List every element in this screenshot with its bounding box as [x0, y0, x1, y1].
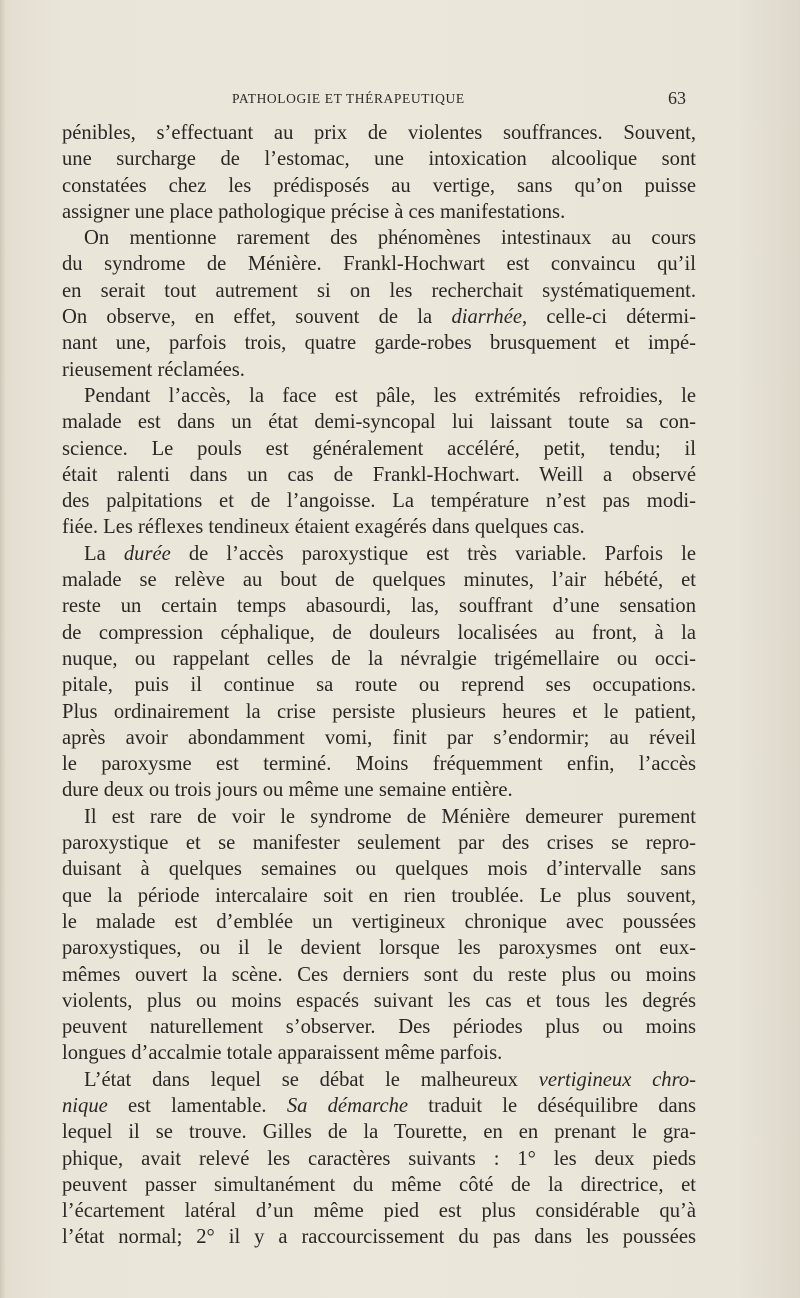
italic-text: nique: [62, 1094, 108, 1117]
text-line: [62, 436, 696, 462]
text-segment: mêmes ouvert la scène. Ces derniers sont du reste plus ou moins: [62, 963, 696, 986]
text-segment: que la période intercalaire soit en rien troublée. Le plus souvent,: [62, 884, 696, 907]
text-segment: en serait tout autrement si on les recherchait systématiquement.: [62, 279, 696, 302]
text-segment: peuvent naturellement s’observer. Des périodes plus ou moins: [62, 1016, 696, 1039]
text-line: [62, 962, 696, 988]
text-segment: assigner une place pathologique précise à ces manifestations.: [62, 200, 566, 223]
text-segment: peuvent passer simultanément du même côté de la directrice, et: [62, 1173, 696, 1196]
text-line: [62, 278, 696, 304]
text-line: [62, 304, 696, 330]
text-line: [62, 330, 696, 356]
text-line: [62, 593, 696, 619]
text-segment: une surcharge de l’estomac, une intoxication alcoolique sont: [62, 148, 696, 171]
text-line: [62, 409, 696, 435]
italic-text: vertigineux chro-: [538, 1068, 697, 1091]
text-segment: est lamentable.: [107, 1094, 287, 1117]
text-line: [62, 383, 696, 409]
text-segment: malade est dans un état demi-syncopal lui laissant toute sa con-: [62, 411, 696, 434]
text-line: [62, 462, 696, 488]
text-segment: Il est rare de voir le syndrome de Ménière demeurer purement: [84, 805, 696, 828]
text-line: [62, 199, 696, 225]
text-segment: l’écartement latéral d’un même pied est plus considérable qu’à: [62, 1200, 696, 1223]
text-line: [62, 988, 696, 1014]
page-header: [0, 88, 800, 112]
text-segment: paroxystique et se manifester seulement par des crises se repro-: [62, 832, 696, 855]
text-line: [62, 251, 696, 277]
text-segment: de compression céphalique, de douleurs localisées au front, à la: [62, 621, 696, 644]
text-segment: le malade est d’emblée un vertigineux chronique avec poussées: [62, 910, 696, 933]
italic-text: diarrhée: [451, 306, 522, 329]
text-segment: le paroxysme est terminé. Moins fréquemment enfin, l’accès: [62, 753, 696, 776]
text-segment: de l’accès paroxystique est très variable. Parfois le: [170, 542, 696, 565]
text-line: [62, 620, 696, 646]
text-line: [62, 225, 696, 251]
text-segment: Pendant l’accès, la face est pâle, les extrémités refroidies, le: [84, 384, 696, 407]
text-segment: après avoir abondamment vomi, finit par s’endormir; au réveil: [62, 726, 696, 749]
text-segment: La: [84, 542, 124, 565]
text-segment: longues d’accalmie totale apparaissent même parfois.: [62, 1042, 503, 1065]
text-segment: l’état normal; 2° il y a raccourcissement du pas dans les poussées: [62, 1226, 696, 1249]
text-segment: reste un certain temps abasourdi, las, souffrant d’une sensation: [62, 595, 696, 618]
text-segment: lequel il se trouve. Gilles de la Tourette, en en prenant le gra-: [62, 1121, 696, 1144]
text-segment: malade se relève au bout de quelques minutes, l’air hébété, et: [62, 569, 696, 592]
text-segment: rieusement réclamées.: [62, 358, 245, 381]
text-segment: On mentionne rarement des phénomènes intestinaux au cours: [84, 227, 696, 250]
text-line: [62, 883, 696, 909]
text-segment: nuque, ou rappelant celles de la névralgie trigémellaire ou occi-: [62, 647, 696, 670]
text-segment: nant une, parfois trois, quatre garde-robes brusquement et impé-: [62, 332, 696, 355]
text-line: [62, 1093, 696, 1119]
italic-text: Sa démarche: [286, 1094, 409, 1117]
text-segment: phique, avait relevé les caractères suivants : 1° les deux pieds: [62, 1147, 696, 1170]
text-segment: violents, plus ou moins espacés suivant les cas et tous les degrés: [62, 989, 696, 1012]
body-text: [62, 120, 696, 1251]
text-line: [62, 173, 696, 199]
text-line: [62, 1198, 696, 1224]
text-line: [62, 699, 696, 725]
text-line: [62, 120, 696, 146]
running-title: PATHOLOGIE ET THÉRAPEUTIQUE: [232, 91, 465, 106]
text-line: [62, 514, 696, 540]
text-segment: fiée. Les réflexes tendineux étaient exagérés dans quelques cas.: [62, 516, 585, 539]
text-line: [62, 1146, 696, 1172]
text-line: [62, 1119, 696, 1145]
text-line: [62, 856, 696, 882]
page-number: 63: [668, 88, 686, 108]
text-line: [62, 751, 696, 777]
text-line: [62, 804, 696, 830]
text-line: [62, 541, 696, 567]
text-segment: pénibles, s’effectuant au prix de violentes souffrances. Souvent,: [62, 122, 696, 144]
text-line: [62, 725, 696, 751]
text-segment: science. Le pouls est généralement accéléré, petit, tendu; il: [62, 437, 696, 460]
text-segment: pitale, puis il continue sa route ou reprend ses occupations.: [62, 674, 696, 697]
text-line: [62, 777, 696, 803]
text-line: [62, 935, 696, 961]
text-segment: constatées chez les prédisposés au vertige, sans qu’on puisse: [62, 174, 696, 197]
text-line: [62, 488, 696, 514]
text-segment: était ralenti dans un cas de Frankl-Hochwart. Weill a observé: [62, 463, 696, 486]
text-line: [62, 909, 696, 935]
text-segment: Plus ordinairement la crise persiste plusieurs heures et le patient,: [62, 700, 696, 723]
text-line: [62, 567, 696, 593]
text-line: [62, 146, 696, 172]
text-segment: L’état dans lequel se débat le malheureux: [84, 1068, 539, 1091]
text-line: [62, 1067, 696, 1093]
page-edge-shadow: [0, 0, 6, 1298]
text-segment: duisant à quelques semaines ou quelques mois d’intervalle sans: [62, 858, 696, 881]
text-segment: On observe, en effet, souvent de la: [62, 306, 452, 329]
text-segment: dure deux ou trois jours ou même une semaine entière.: [62, 779, 513, 802]
text-line: [62, 1040, 696, 1066]
text-segment: des palpitations et de l’angoisse. La température n’est pas modi-: [62, 490, 696, 513]
text-segment: paroxystiques, ou il le devient lorsque les paroxysmes ont eux-: [62, 937, 696, 960]
text-line: [62, 1172, 696, 1198]
text-line: [62, 830, 696, 856]
text-line: [62, 1224, 696, 1250]
text-line: [62, 357, 696, 383]
text-line: [62, 1014, 696, 1040]
text-line: [62, 672, 696, 698]
text-line: [62, 646, 696, 672]
text-segment: , celle-ci détermi-: [522, 306, 696, 329]
text-segment: traduit le déséquilibre dans: [408, 1094, 696, 1117]
italic-text: durée: [123, 542, 171, 565]
text-segment: du syndrome de Ménière. Frankl-Hochwart est convaincu qu’il: [62, 253, 696, 276]
